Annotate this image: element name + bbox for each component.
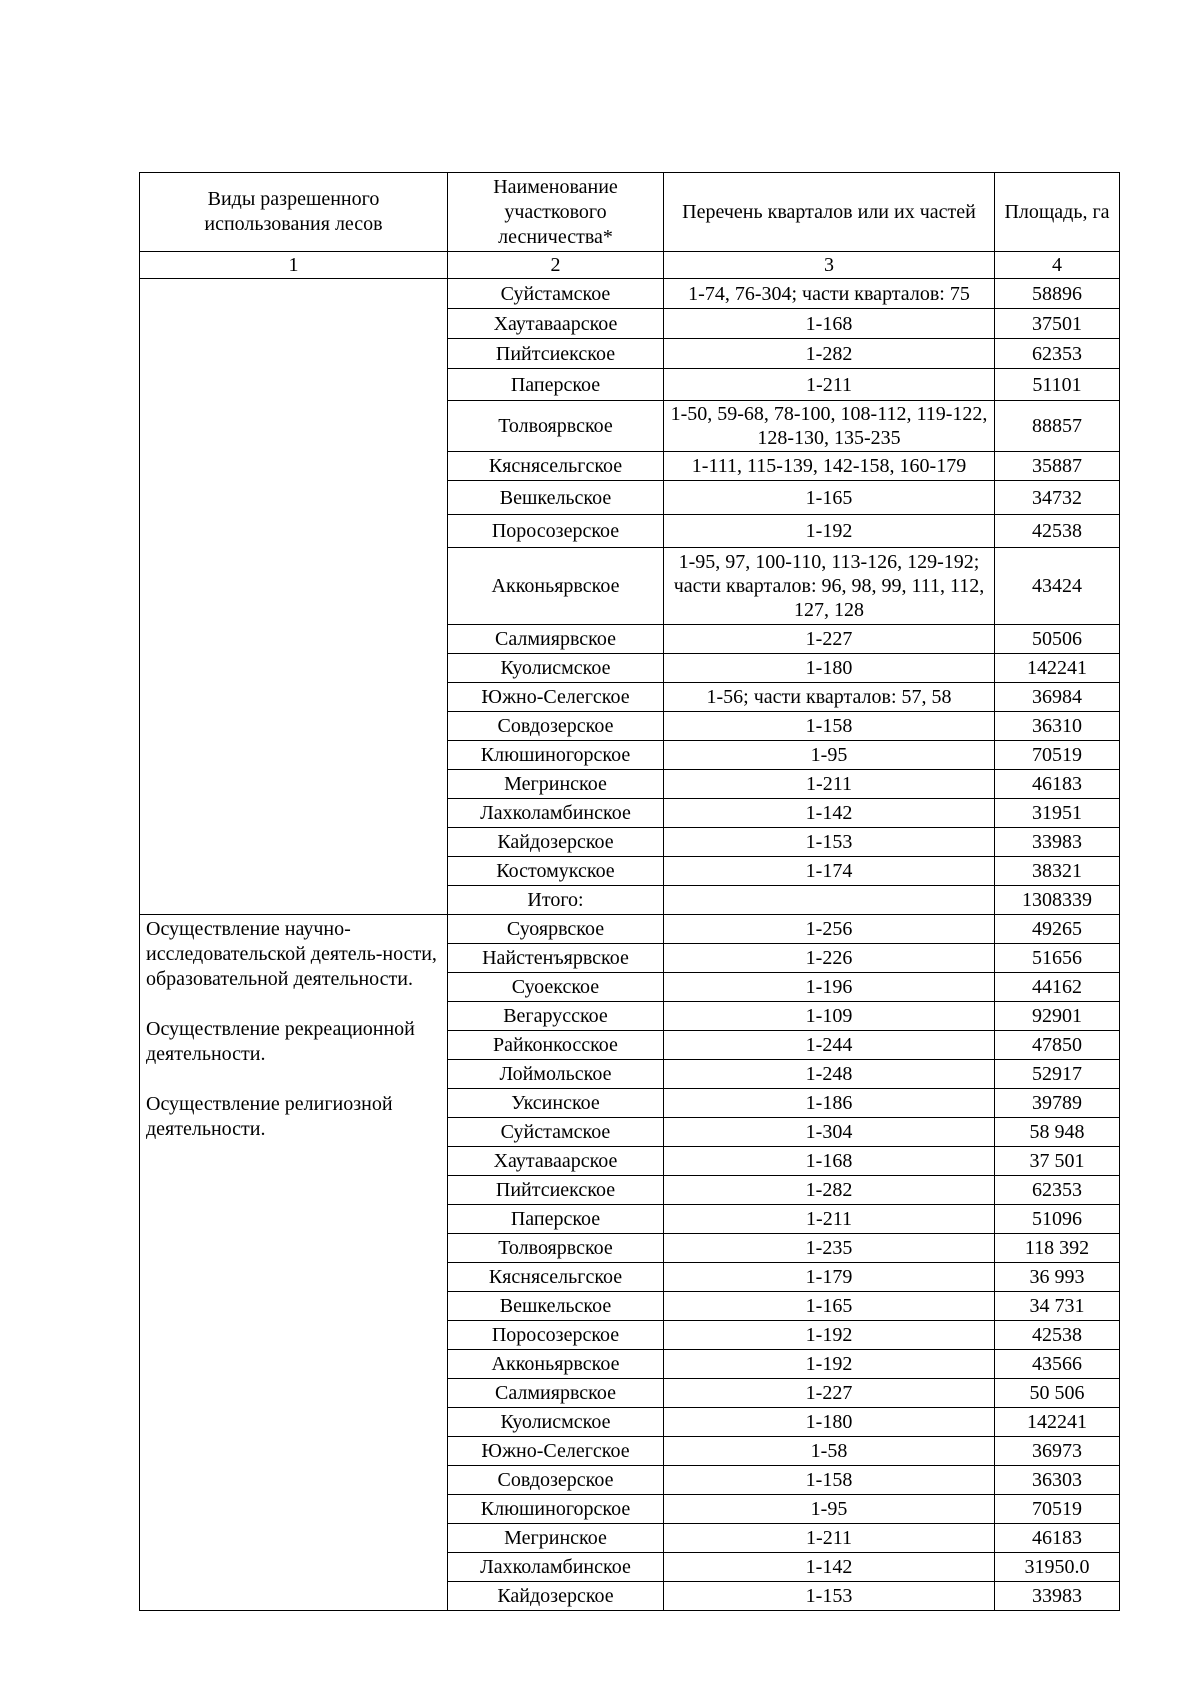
quarters-cell: 1-168 (664, 1147, 995, 1176)
header-usage-type: Виды разрешенного использования лесов (140, 173, 448, 252)
forestry-name-cell: Салмиярвское (448, 1379, 664, 1408)
area-cell: 37 501 (995, 1147, 1120, 1176)
quarters-cell: 1-158 (664, 1466, 995, 1495)
quarters-cell: 1-165 (664, 1292, 995, 1321)
quarters-cell: 1-211 (664, 369, 995, 401)
forestry-name-cell: Костомукское (448, 857, 664, 886)
forestry-name-cell: Акконьярвское (448, 1350, 664, 1379)
area-cell: 33983 (995, 1582, 1120, 1611)
column-number: 4 (995, 252, 1120, 279)
usage-type-paragraph: Осуществление рекреационной деятельности. (146, 1018, 415, 1065)
forestry-name-cell: Лахколамбинское (448, 799, 664, 828)
quarters-cell: 1-196 (664, 973, 995, 1002)
forestry-name-cell: Кяснясельгское (448, 452, 664, 481)
column-number: 2 (448, 252, 664, 279)
forestry-name-cell: Суйстамское (448, 1118, 664, 1147)
forestry-name-cell: Найстенъярвское (448, 944, 664, 973)
forestry-name-cell: Пийтсиекское (448, 1176, 664, 1205)
forestry-name-cell: Паперское (448, 1205, 664, 1234)
area-cell: 44162 (995, 973, 1120, 1002)
quarters-cell: 1-58 (664, 1437, 995, 1466)
usage-type-paragraph: Осуществление научно-исследовательской деятель-ности, образовательной деятельности. (146, 918, 437, 990)
forestry-name-cell: Вешкельское (448, 1292, 664, 1321)
quarters-cell: 1-192 (664, 515, 995, 548)
forestry-name-cell: Итого: (448, 886, 664, 915)
forestry-name-cell: Поросозерское (448, 515, 664, 548)
forestry-name-cell: Хаутаваарское (448, 309, 664, 339)
area-cell: 1308339 (995, 886, 1120, 915)
header-quarters-list: Перечень кварталов или их частей (664, 173, 995, 252)
forestry-name-cell: Пийтсиекское (448, 339, 664, 369)
quarters-cell: 1-227 (664, 1379, 995, 1408)
forestry-name-cell: Паперское (448, 369, 664, 401)
quarters-cell: 1-186 (664, 1089, 995, 1118)
forestry-name-cell: Кайдозерское (448, 1582, 664, 1611)
column-number-row (140, 252, 1120, 279)
forestry-name-cell: Лоймольское (448, 1060, 664, 1089)
area-cell: 118 392 (995, 1234, 1120, 1263)
forestry-name-cell: Клюшиногорское (448, 741, 664, 770)
area-cell: 31951 (995, 799, 1120, 828)
area-cell: 36973 (995, 1437, 1120, 1466)
forestry-name-cell: Толвоярвское (448, 401, 664, 452)
usage-type-cell (140, 915, 448, 1611)
area-cell: 51096 (995, 1205, 1120, 1234)
forestry-name-cell: Поросозерское (448, 1321, 664, 1350)
forestry-name-cell: Клюшиногорское (448, 1495, 664, 1524)
area-cell: 36310 (995, 712, 1120, 741)
quarters-cell: 1-211 (664, 770, 995, 799)
quarters-cell: 1-153 (664, 1582, 995, 1611)
quarters-cell: 1-168 (664, 309, 995, 339)
forest-use-table (139, 172, 1120, 1611)
forestry-name-cell: Вегарусское (448, 1002, 664, 1031)
area-cell: 52917 (995, 1060, 1120, 1089)
area-cell: 62353 (995, 1176, 1120, 1205)
area-cell: 142241 (995, 1408, 1120, 1437)
forestry-name-cell: Райконкосское (448, 1031, 664, 1060)
forestry-name-cell: Совдозерское (448, 712, 664, 741)
usage-type-paragraph: Осуществление религиозной деятельности. (146, 1093, 393, 1140)
forestry-name-cell: Уксинское (448, 1089, 664, 1118)
area-cell: 36 993 (995, 1263, 1120, 1292)
quarters-cell: 1-165 (664, 481, 995, 515)
quarters-cell: 1-111, 115-139, 142-158, 160-179 (664, 452, 995, 481)
area-cell: 62353 (995, 339, 1120, 369)
forestry-name-cell: Лахколамбинское (448, 1553, 664, 1582)
area-cell: 70519 (995, 741, 1120, 770)
quarters-cell: 1-153 (664, 828, 995, 857)
forestry-name-cell: Вешкельское (448, 481, 664, 515)
header-area: Площадь, га (995, 173, 1120, 252)
area-cell: 51101 (995, 369, 1120, 401)
area-cell: 88857 (995, 401, 1120, 452)
area-cell: 38321 (995, 857, 1120, 886)
quarters-cell: 1-74, 76-304; части кварталов: 75 (664, 279, 995, 309)
area-cell: 92901 (995, 1002, 1120, 1031)
quarters-cell: 1-180 (664, 1408, 995, 1437)
quarters-cell: 1-142 (664, 1553, 995, 1582)
quarters-cell: 1-226 (664, 944, 995, 973)
forestry-name-cell: Южно-Селегское (448, 1437, 664, 1466)
forestry-name-cell: Кяснясельгское (448, 1263, 664, 1292)
forestry-name-cell: Толвоярвское (448, 1234, 664, 1263)
table-row (140, 279, 1120, 309)
area-cell: 50506 (995, 625, 1120, 654)
area-cell: 33983 (995, 828, 1120, 857)
quarters-cell: 1-56; части кварталов: 57, 58 (664, 683, 995, 712)
quarters-cell: 1-244 (664, 1031, 995, 1060)
forestry-name-cell: Кайдозерское (448, 828, 664, 857)
forestry-name-cell: Салмиярвское (448, 625, 664, 654)
quarters-cell: 1-142 (664, 799, 995, 828)
quarters-cell: 1-95, 97, 100-110, 113-126, 129-192; части кварталов: 96, 98, 99, 111, 112, 127, 128 (664, 548, 995, 625)
quarters-cell (664, 886, 995, 915)
quarters-cell: 1-227 (664, 625, 995, 654)
header-row (140, 173, 1120, 252)
area-cell: 35887 (995, 452, 1120, 481)
forestry-name-cell: Суйстамское (448, 279, 664, 309)
quarters-cell: 1-95 (664, 741, 995, 770)
area-cell: 43424 (995, 548, 1120, 625)
quarters-cell: 1-282 (664, 339, 995, 369)
quarters-cell: 1-192 (664, 1350, 995, 1379)
area-cell: 51656 (995, 944, 1120, 973)
area-cell: 70519 (995, 1495, 1120, 1524)
quarters-cell: 1-180 (664, 654, 995, 683)
forestry-name-cell: Совдозерское (448, 1466, 664, 1495)
forestry-name-cell: Суоярвское (448, 915, 664, 944)
quarters-cell: 1-158 (664, 712, 995, 741)
area-cell: 49265 (995, 915, 1120, 944)
quarters-cell: 1-192 (664, 1321, 995, 1350)
area-cell: 58 948 (995, 1118, 1120, 1147)
area-cell: 31950.0 (995, 1553, 1120, 1582)
forestry-name-cell: Суоекское (448, 973, 664, 1002)
quarters-cell: 1-235 (664, 1234, 995, 1263)
forestry-name-cell: Куолисмское (448, 654, 664, 683)
area-cell: 43566 (995, 1350, 1120, 1379)
quarters-cell: 1-95 (664, 1495, 995, 1524)
column-number: 1 (140, 252, 448, 279)
table-body (140, 279, 1120, 1611)
quarters-cell: 1-282 (664, 1176, 995, 1205)
area-cell: 42538 (995, 515, 1120, 548)
column-number: 3 (664, 252, 995, 279)
forestry-name-cell: Мегринское (448, 1524, 664, 1553)
area-cell: 42538 (995, 1321, 1120, 1350)
quarters-cell: 1-179 (664, 1263, 995, 1292)
forestry-name-cell: Южно-Селегское (448, 683, 664, 712)
area-cell: 36984 (995, 683, 1120, 712)
quarters-cell: 1-304 (664, 1118, 995, 1147)
forestry-name-cell: Мегринское (448, 770, 664, 799)
usage-type-cell-empty (140, 279, 448, 915)
area-cell: 46183 (995, 770, 1120, 799)
quarters-cell: 1-109 (664, 1002, 995, 1031)
area-cell: 50 506 (995, 1379, 1120, 1408)
quarters-cell: 1-248 (664, 1060, 995, 1089)
quarters-cell: 1-211 (664, 1205, 995, 1234)
area-cell: 142241 (995, 654, 1120, 683)
area-cell: 36303 (995, 1466, 1120, 1495)
forestry-name-cell: Куолисмское (448, 1408, 664, 1437)
area-cell: 47850 (995, 1031, 1120, 1060)
area-cell: 34 731 (995, 1292, 1120, 1321)
area-cell: 58896 (995, 279, 1120, 309)
quarters-cell: 1-50, 59-68, 78-100, 108-112, 119-122, 128-130, 135-235 (664, 401, 995, 452)
area-cell: 46183 (995, 1524, 1120, 1553)
quarters-cell: 1-256 (664, 915, 995, 944)
quarters-cell: 1-174 (664, 857, 995, 886)
area-cell: 39789 (995, 1089, 1120, 1118)
header-forestry-name: Наименование участкового лесничества* (448, 173, 664, 252)
forestry-name-cell: Акконьярвское (448, 548, 664, 625)
area-cell: 37501 (995, 309, 1120, 339)
quarters-cell: 1-211 (664, 1524, 995, 1553)
table-row (140, 915, 1120, 944)
forestry-name-cell: Хаутаваарское (448, 1147, 664, 1176)
area-cell: 34732 (995, 481, 1120, 515)
